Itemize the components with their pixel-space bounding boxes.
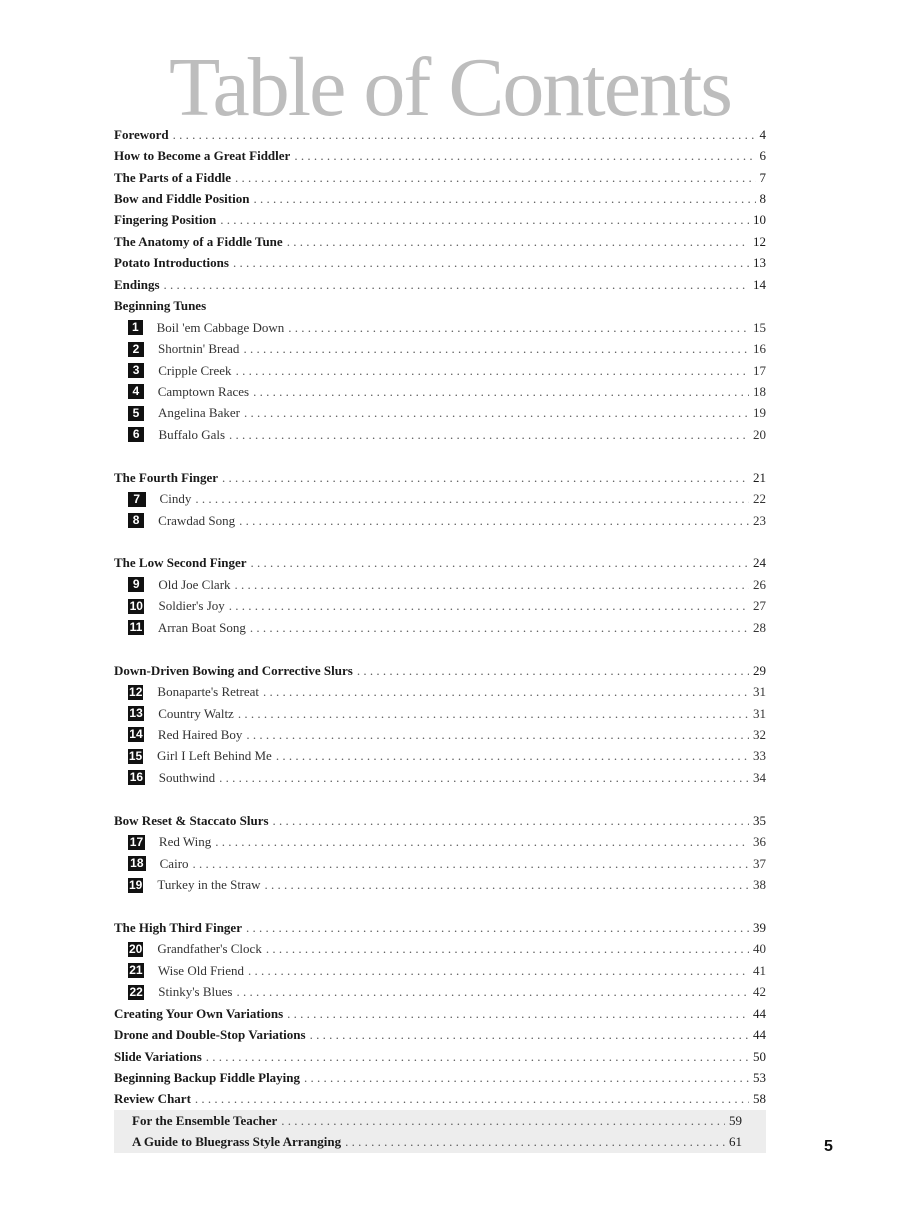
toc-song-entry bbox=[114, 574, 766, 595]
dot-leader bbox=[248, 963, 749, 979]
entry-label: Crawdad Song bbox=[158, 512, 236, 528]
entry-label: Boil 'em Cabbage Down bbox=[156, 319, 285, 335]
track-number-badge: 16 bbox=[129, 770, 144, 785]
entry-label: For the Ensemble Teacher bbox=[132, 1112, 278, 1128]
dot-leader bbox=[233, 255, 749, 271]
entry-page: 23 bbox=[753, 512, 766, 528]
entry-label: Girl I Left Behind Me bbox=[157, 748, 272, 764]
toc-section-entry bbox=[114, 810, 766, 831]
toc-teacher-entry bbox=[132, 1110, 742, 1131]
entry-page: 20 bbox=[753, 426, 766, 442]
entry-label: Fingering Position bbox=[114, 212, 217, 228]
dot-leader bbox=[345, 1134, 725, 1150]
dot-leader bbox=[251, 555, 749, 571]
toc-section-entry bbox=[114, 1046, 766, 1067]
entry-label: The Anatomy of a Fiddle Tune bbox=[114, 233, 283, 249]
dot-leader bbox=[236, 363, 749, 379]
toc-song-entry bbox=[114, 939, 766, 960]
entry-page: 14 bbox=[753, 276, 766, 292]
track-number-badge: 21 bbox=[129, 963, 143, 978]
dot-leader bbox=[238, 706, 749, 722]
entry-page: 34 bbox=[753, 769, 766, 785]
entry-page: 53 bbox=[753, 1069, 766, 1085]
dot-leader bbox=[195, 1091, 749, 1107]
entry-label: Beginning Tunes bbox=[114, 298, 207, 314]
entry-label: Red Haired Boy bbox=[157, 726, 243, 742]
track-number-badge: 4 bbox=[128, 384, 144, 399]
dot-leader bbox=[287, 1006, 749, 1022]
entry-page: 6 bbox=[759, 148, 766, 164]
toc-song-entry bbox=[114, 874, 766, 895]
toc-section-entry bbox=[114, 1089, 766, 1110]
track-number-badge: 19 bbox=[129, 877, 143, 892]
dot-leader bbox=[357, 663, 749, 679]
toc-song-entry bbox=[114, 488, 766, 509]
page-title: Table of Contents bbox=[169, 41, 731, 134]
entry-label: Slide Variations bbox=[114, 1048, 202, 1064]
entry-label: Bonaparte's Retreat bbox=[157, 684, 260, 700]
entry-label: Camptown Races bbox=[157, 383, 250, 399]
entry-label: Cairo bbox=[159, 855, 189, 871]
entry-label: Foreword bbox=[114, 126, 169, 142]
dot-leader bbox=[229, 598, 749, 614]
track-number-badge: 22 bbox=[129, 984, 143, 999]
entry-page: 10 bbox=[753, 212, 766, 228]
toc-song-entry bbox=[114, 960, 766, 981]
entry-page: 50 bbox=[753, 1048, 766, 1064]
entry-label: Endings bbox=[114, 276, 160, 292]
toc-section-entry bbox=[114, 274, 766, 295]
dot-leader bbox=[164, 277, 749, 293]
entry-page: 26 bbox=[753, 576, 766, 592]
entry-label: Country Waltz bbox=[158, 705, 234, 721]
entry-label: Soldier's Joy bbox=[158, 598, 225, 614]
toc-song-entry bbox=[114, 853, 766, 874]
entry-label: How to Become a Great Fiddler bbox=[114, 148, 291, 164]
dot-leader bbox=[246, 727, 749, 743]
entry-page: 7 bbox=[759, 169, 766, 185]
dot-leader bbox=[220, 212, 749, 228]
dot-leader bbox=[253, 191, 755, 207]
entry-page: 32 bbox=[753, 726, 766, 742]
toc-section-entry bbox=[114, 124, 766, 145]
entry-label: Drone and Double-Stop Variations bbox=[114, 1027, 306, 1043]
track-number-badge: 7 bbox=[128, 492, 146, 507]
toc-song-entry bbox=[114, 381, 766, 402]
entry-label: Old Joe Clark bbox=[158, 576, 231, 592]
dot-leader bbox=[195, 491, 749, 507]
track-number-badge: 9 bbox=[128, 577, 144, 592]
toc-song-entry bbox=[114, 767, 766, 788]
toc-song-entry bbox=[114, 746, 766, 767]
entry-page: 37 bbox=[753, 855, 766, 871]
entry-label: Red Wing bbox=[158, 834, 212, 850]
entry-page: 44 bbox=[753, 1027, 766, 1043]
dot-leader bbox=[239, 513, 749, 529]
toc-song-entry bbox=[114, 681, 766, 702]
entry-label: Wise Old Friend bbox=[157, 962, 245, 978]
dot-leader bbox=[243, 341, 749, 357]
toc-section-entry bbox=[114, 1067, 766, 1088]
entry-label: Stinky's Blues bbox=[158, 984, 233, 1000]
entry-page: 33 bbox=[753, 748, 766, 764]
entry-page: 27 bbox=[753, 598, 766, 614]
entry-label: Angelina Baker bbox=[158, 405, 240, 421]
dot-leader bbox=[250, 620, 749, 636]
entry-page: 15 bbox=[753, 319, 766, 335]
track-number-badge: 10 bbox=[129, 598, 143, 613]
toc-song-entry bbox=[114, 982, 766, 1003]
track-number-badge: 8 bbox=[128, 513, 144, 528]
dot-leader bbox=[253, 384, 749, 400]
entry-page: 28 bbox=[753, 619, 766, 635]
track-number-badge: 11 bbox=[129, 620, 143, 635]
dot-leader bbox=[273, 813, 749, 829]
track-number-badge: 1 bbox=[128, 320, 143, 335]
entry-page: 42 bbox=[753, 984, 766, 1000]
entry-label: Bow Reset & Staccato Slurs bbox=[114, 812, 269, 828]
toc-section-entry bbox=[114, 167, 766, 188]
track-number-badge: 6 bbox=[128, 427, 144, 442]
entry-page: 24 bbox=[753, 555, 766, 571]
page-number: 5 bbox=[824, 1138, 833, 1155]
dot-leader bbox=[263, 684, 749, 700]
dot-leader bbox=[310, 1027, 749, 1043]
entry-label: The High Third Finger bbox=[114, 919, 242, 935]
toc-song-entry bbox=[114, 510, 766, 531]
ensemble-teacher-box bbox=[114, 1110, 766, 1153]
toc-section-entry bbox=[114, 1024, 766, 1045]
toc-song-entry bbox=[114, 596, 766, 617]
toc-section-entry bbox=[114, 1003, 766, 1024]
track-number-badge: 12 bbox=[129, 684, 143, 699]
dot-leader bbox=[222, 470, 749, 486]
toc-section-entry bbox=[114, 210, 766, 231]
entry-page: 36 bbox=[753, 834, 766, 850]
entry-page: 22 bbox=[753, 491, 766, 507]
dot-leader bbox=[173, 127, 756, 143]
toc-teacher-entry bbox=[132, 1132, 742, 1153]
entry-page: 31 bbox=[753, 684, 766, 700]
entry-label: Turkey in the Straw bbox=[157, 877, 261, 893]
dot-leader bbox=[193, 856, 749, 872]
entry-page: 19 bbox=[753, 405, 766, 421]
toc-song-entry bbox=[114, 360, 766, 381]
toc-song-entry bbox=[114, 403, 766, 424]
dot-leader bbox=[236, 984, 749, 1000]
toc-section-entry bbox=[114, 253, 766, 274]
entry-label: Arran Boat Song bbox=[157, 619, 246, 635]
dot-leader bbox=[206, 1049, 749, 1065]
track-number-badge: 20 bbox=[128, 941, 143, 956]
toc-section-entry bbox=[114, 188, 766, 209]
entry-page: 13 bbox=[753, 255, 766, 271]
entry-page: 41 bbox=[753, 962, 766, 978]
dot-leader bbox=[287, 234, 749, 250]
dot-leader bbox=[219, 770, 749, 786]
entry-page: 29 bbox=[753, 662, 766, 678]
entry-label: Review Chart bbox=[114, 1091, 191, 1107]
entry-page: 35 bbox=[753, 812, 766, 828]
entry-label: Grandfather's Clock bbox=[157, 941, 262, 957]
toc-section-entry bbox=[114, 660, 766, 681]
entry-page: 31 bbox=[753, 705, 766, 721]
track-number-badge: 15 bbox=[128, 748, 143, 763]
entry-label: Cindy bbox=[159, 491, 192, 507]
entry-label: Southwind bbox=[158, 769, 216, 785]
table-of-contents bbox=[114, 124, 766, 1153]
entry-page: 12 bbox=[753, 233, 766, 249]
entry-page: 58 bbox=[753, 1091, 766, 1107]
dot-leader bbox=[304, 1070, 749, 1086]
toc-section-entry bbox=[114, 917, 766, 938]
toc-section-entry bbox=[114, 231, 766, 252]
entry-label: The Low Second Finger bbox=[114, 555, 247, 571]
toc-section-entry bbox=[114, 553, 766, 574]
entry-label: A Guide to Bluegrass Style Arranging bbox=[132, 1134, 342, 1150]
toc-section-entry bbox=[114, 145, 766, 166]
dot-leader bbox=[235, 577, 749, 593]
dot-leader bbox=[266, 941, 749, 957]
entry-label: Cripple Creek bbox=[158, 362, 232, 378]
toc-entries bbox=[114, 124, 766, 1110]
track-number-badge: 5 bbox=[128, 406, 144, 421]
toc-song-entry bbox=[114, 338, 766, 359]
entry-page: 21 bbox=[753, 469, 766, 485]
entry-page: 44 bbox=[753, 1005, 766, 1021]
toc-song-entry bbox=[114, 703, 766, 724]
entry-label: The Parts of a Fiddle bbox=[114, 169, 231, 185]
entry-page: 61 bbox=[729, 1134, 742, 1150]
entry-label: Beginning Backup Fiddle Playing bbox=[114, 1069, 301, 1085]
entry-page: 18 bbox=[753, 383, 766, 399]
dot-leader bbox=[281, 1113, 725, 1129]
track-number-badge: 2 bbox=[128, 342, 144, 357]
dot-leader bbox=[288, 320, 749, 336]
track-number-badge: 13 bbox=[129, 706, 143, 721]
track-number-badge: 3 bbox=[128, 363, 144, 378]
toc-song-entry bbox=[114, 617, 766, 638]
entry-page: 38 bbox=[753, 877, 766, 893]
dot-leader bbox=[294, 148, 755, 164]
dot-leader bbox=[246, 920, 749, 936]
track-number-badge: 18 bbox=[128, 856, 146, 871]
toc-song-entry bbox=[114, 724, 766, 745]
entry-page: 40 bbox=[753, 941, 766, 957]
track-number-badge: 17 bbox=[129, 834, 144, 849]
dot-leader bbox=[229, 427, 749, 443]
entry-label: Bow and Fiddle Position bbox=[114, 191, 250, 207]
entry-label: Potato Introductions bbox=[114, 255, 229, 271]
entry-page: 39 bbox=[753, 919, 766, 935]
entry-page: 8 bbox=[759, 191, 766, 207]
dot-leader bbox=[244, 405, 749, 421]
toc-song-entry bbox=[114, 317, 766, 338]
entry-label: The Fourth Finger bbox=[114, 469, 218, 485]
toc-song-entry bbox=[114, 424, 766, 445]
entry-label: Creating Your Own Variations bbox=[114, 1005, 284, 1021]
track-number-badge: 14 bbox=[129, 727, 143, 742]
toc-section-entry bbox=[114, 296, 766, 317]
dot-leader bbox=[215, 834, 749, 850]
entry-page: 16 bbox=[753, 341, 766, 357]
toc-song-entry bbox=[114, 831, 766, 852]
entry-page: 4 bbox=[759, 126, 766, 142]
entry-page: 17 bbox=[753, 362, 766, 378]
entry-page: 59 bbox=[729, 1112, 742, 1128]
dot-leader bbox=[235, 170, 756, 186]
entry-label: Buffalo Gals bbox=[158, 426, 226, 442]
entry-label: Down-Driven Bowing and Corrective Slurs bbox=[114, 662, 353, 678]
dot-leader bbox=[276, 748, 749, 764]
entry-label: Shortnin' Bread bbox=[158, 341, 240, 357]
dot-leader bbox=[265, 877, 749, 893]
toc-section-entry bbox=[114, 467, 766, 488]
